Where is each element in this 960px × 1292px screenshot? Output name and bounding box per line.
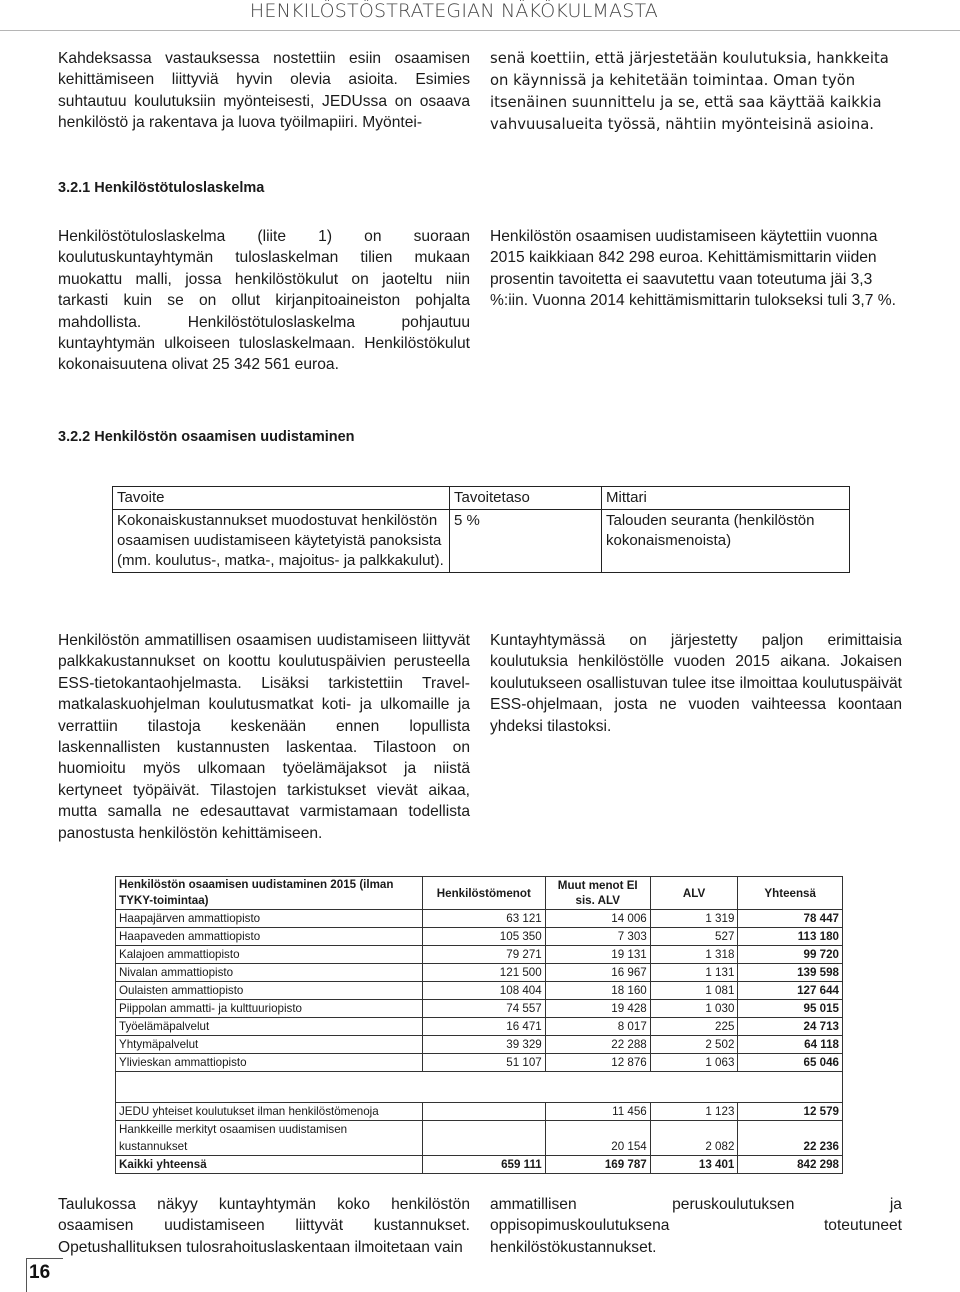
cost-cell-name: Kalajoen ammattiopisto bbox=[116, 946, 423, 964]
cost-cell-vat: 527 bbox=[650, 928, 738, 946]
cost-cell-name: Haapajärven ammattiopisto bbox=[116, 910, 423, 928]
cost-cell-staff bbox=[422, 1121, 545, 1156]
cost-table-row-total bbox=[116, 1156, 843, 1174]
cost-cell-total: 64 118 bbox=[738, 1036, 843, 1054]
cost-cell-name: Haapaveden ammattiopisto bbox=[116, 928, 423, 946]
closing-right-paragraph: ammatillisen peruskoulutuksen ja oppisopimuskoulutuksena toteutuneet henkilöstökustannukset. bbox=[490, 1196, 902, 1256]
goal-table bbox=[112, 486, 850, 573]
section-321-right-paragraph: Henkilöstön osaamisen uudistamiseen käytettiin vuonna 2015 kaikkiaan 842 298 euroa. Kehittämismittarin viiden prosentin tavoitetta ei saavutettu vaan toteutuma jäi 3,3 %:iin. Vuonna 2014 kehittämismittarin tulokseksi tuli 3,7 %. bbox=[490, 228, 896, 310]
cost-cell-staff: 74 557 bbox=[422, 1000, 545, 1018]
cost-cell-name: Kaikki yhteensä bbox=[116, 1156, 423, 1174]
cost-cell-staff: 16 471 bbox=[422, 1018, 545, 1036]
table-row bbox=[116, 964, 843, 982]
cost-cell-vat: 1 131 bbox=[650, 964, 738, 982]
cost-cell-vat: 1 063 bbox=[650, 1054, 738, 1072]
cost-table-header-row bbox=[116, 877, 843, 910]
cost-cell-vat: 2 082 bbox=[650, 1121, 738, 1156]
table-row bbox=[116, 1054, 843, 1072]
cost-cell-staff bbox=[422, 1103, 545, 1121]
cost-cell-other: 22 288 bbox=[545, 1036, 650, 1054]
table-row bbox=[116, 1000, 843, 1018]
cost-cell-name: Ylivieskan ammattiopisto bbox=[116, 1054, 423, 1072]
cost-cell-vat: 1 030 bbox=[650, 1000, 738, 1018]
table-row bbox=[116, 982, 843, 1000]
closing-left-paragraph: Taulukossa näkyy kuntayhtymän koko henkilöstön osaamisen uudistamiseen liittyvät kustannukset. Opetushallituksen tulosrahoituslaskentaan ilmoitetaan vain bbox=[58, 1196, 470, 1256]
cost-cell-name: Yhtymäpalvelut bbox=[116, 1036, 423, 1054]
cost-header-title: Henkilöstön osaamisen uudistaminen 2015 (ilman TYKY-toimintaa) bbox=[116, 877, 423, 910]
cost-cell-name-line2: kustannukset bbox=[119, 1140, 188, 1153]
cost-cell-vat: 1 319 bbox=[650, 910, 738, 928]
cost-cell-other: 12 876 bbox=[545, 1054, 650, 1072]
cost-table-row-jedu bbox=[116, 1103, 843, 1121]
table-row bbox=[116, 1036, 843, 1054]
goal-header-tavoite: Tavoite bbox=[113, 487, 450, 510]
cost-header-staff: Henkilöstömenot bbox=[422, 877, 545, 910]
goal-cell-level: 5 % bbox=[450, 510, 602, 573]
cost-cell-other: 16 967 bbox=[545, 964, 650, 982]
cost-cell-total: 12 579 bbox=[738, 1103, 843, 1121]
cost-cell-total: 22 236 bbox=[738, 1121, 843, 1156]
intro-left-paragraph: Kahdeksassa vastauksessa nostettiin esiin osaamisen kehittämiseen liittyviä hyvin olevia asioita. Esimies suhtautuu koulutuksiin myönteisesti, JEDUssa on osaava henkilöstö ja rakentava ja luova työilmapiiri. Myöntei- bbox=[58, 50, 470, 132]
cost-cell-total: 127 644 bbox=[738, 982, 843, 1000]
section-321-heading: 3.2.1 Henkilöstötuloslaskelma bbox=[58, 180, 265, 196]
goal-cell-metric: Talouden seuranta (henkilöstön kokonaismenoista) bbox=[602, 510, 850, 573]
cost-cell-other: 11 456 bbox=[545, 1103, 650, 1121]
cost-cell-vat: 2 502 bbox=[650, 1036, 738, 1054]
cost-cell-other: 7 303 bbox=[545, 928, 650, 946]
cost-cell-name: Piippolan ammatti- ja kulttuuriopisto bbox=[116, 1000, 423, 1018]
cost-cell-total: 842 298 bbox=[738, 1156, 843, 1174]
table-row bbox=[116, 946, 843, 964]
section-322-right-paragraph: Kuntayhtymässä on järjestetty paljon erimittaisia koulutuksia henkilöstölle vuoden 2015 aikana. Jokaisen koulutukseen osallistuvan tulee itse ilmoittaa koulutuspäivät ESS-ohjelmaan, josta ne vuoden vaihteessa koontaan yhdeksi tilastoksi. bbox=[490, 632, 902, 735]
cost-cell-other: 14 006 bbox=[545, 910, 650, 928]
cost-cell-vat: 1 123 bbox=[650, 1103, 738, 1121]
cost-cell-staff: 108 404 bbox=[422, 982, 545, 1000]
cost-cell-staff: 79 271 bbox=[422, 946, 545, 964]
cost-cell-other: 169 787 bbox=[545, 1156, 650, 1174]
cost-header-other: Muut menot EI sis. ALV bbox=[545, 877, 650, 910]
cost-cell-vat: 13 401 bbox=[650, 1156, 738, 1174]
cost-table bbox=[115, 876, 843, 1174]
table-row bbox=[116, 1018, 843, 1036]
cost-header-vat: ALV bbox=[650, 877, 738, 910]
cost-cell-staff: 63 121 bbox=[422, 910, 545, 928]
cost-cell-total: 24 713 bbox=[738, 1018, 843, 1036]
cost-cell-staff: 659 111 bbox=[422, 1156, 545, 1174]
cost-table-spacer-row bbox=[116, 1072, 843, 1103]
cost-cell-vat: 1 318 bbox=[650, 946, 738, 964]
cost-cell-name: Nivalan ammattiopisto bbox=[116, 964, 423, 982]
cost-cell-total: 65 046 bbox=[738, 1054, 843, 1072]
cost-cell-staff: 51 107 bbox=[422, 1054, 545, 1072]
goal-header-tavoitetaso: Tavoitetaso bbox=[450, 487, 602, 510]
goal-table-header-row bbox=[113, 487, 850, 510]
section-322-heading: 3.2.2 Henkilöstön osaamisen uudistaminen bbox=[58, 429, 355, 445]
cost-cell-name bbox=[116, 1121, 423, 1156]
cost-cell-other: 19 428 bbox=[545, 1000, 650, 1018]
section-321-left-paragraph: Henkilöstötuloslaskelma (liite 1) on suoraan koulutuskuntayhtymän tuloslaskelman tilien mukaan muokattu malli, jossa henkilöstökulut on jaoteltu niin tarkasti kuin se on ollut kirjanpitoaineiston pohjalta mahdollista. Henkilöstötuloslaskelma pohjautuu kuntayhtymän ulkoiseen tuloslaskelmaan. Henkilöstökulut kokonaisuutena olivat 25 342 561 euroa. bbox=[58, 228, 470, 374]
goal-table-row bbox=[113, 510, 850, 573]
cost-cell-other: 18 160 bbox=[545, 982, 650, 1000]
cost-header-total: Yhteensä bbox=[738, 877, 843, 910]
running-head: HENKILÖSTÖSTRATEGIAN NÄKÖKULMASTA bbox=[249, 0, 658, 22]
cost-cell-other: 8 017 bbox=[545, 1018, 650, 1036]
header-rule bbox=[0, 30, 960, 31]
cost-cell-total: 78 447 bbox=[738, 910, 843, 928]
goal-cell-goal: Kokonaiskustannukset muodostuvat henkilöstön osaamisen uudistamiseen käytetyistä panoksista (mm. koulutus-, matka-, majoitus- ja palkkakulut). bbox=[113, 510, 450, 573]
cost-cell-total: 95 015 bbox=[738, 1000, 843, 1018]
cost-cell-name-line1: Hankkeille merkityt osaamisen uudistamisen bbox=[119, 1123, 348, 1136]
cost-cell-vat: 225 bbox=[650, 1018, 738, 1036]
cost-cell-name: JEDU yhteiset koulutukset ilman henkilöstömenoja bbox=[116, 1103, 423, 1121]
page-number: 16 bbox=[29, 1262, 51, 1283]
table-row bbox=[116, 928, 843, 946]
cost-cell-other: 19 131 bbox=[545, 946, 650, 964]
cost-cell-staff: 121 500 bbox=[422, 964, 545, 982]
cost-cell-staff: 105 350 bbox=[422, 928, 545, 946]
cost-cell-vat: 1 081 bbox=[650, 982, 738, 1000]
cost-cell-total: 113 180 bbox=[738, 928, 843, 946]
table-row bbox=[116, 910, 843, 928]
cost-cell-name: Työelämäpalvelut bbox=[116, 1018, 423, 1036]
cost-cell-staff: 39 329 bbox=[422, 1036, 545, 1054]
cost-table-row-projects bbox=[116, 1121, 843, 1156]
cost-cell-total: 99 720 bbox=[738, 946, 843, 964]
cost-cell-total: 139 598 bbox=[738, 964, 843, 982]
section-322-left-paragraph: Henkilöstön ammatillisen osaamisen uudistamiseen liittyvät palkkakustannukset on koottu koulutuspäivien perusteella ESS-tietokantaohjelmasta. Lisäksi tarkistettiin Travel- matkalaskuohjelman koulutusmatkat koti- ja ulkomaille ja verrattiin tilastoja keskenään ennen lopullista laskennallisten kustannusten laskentaa. Tilastoon on huomioitu myös ulkomaan työelämäjaksot ja niistä kertyneet työpäivät. Tilastojen tarkistukset vievät aikaa, mutta samalla ne edesauttavat varmistamaan todellista panostusta henkilöstön kehittämiseen. bbox=[58, 632, 470, 842]
intro-right-paragraph: senä koettiin, että järjestetään koulutuksia, hankkeita on käynnissä ja kehitetään toimintaa. Oman työn itsenäinen suunnittelu ja se, että saa käyttää kaikkia vahvuusalueita työssä, nähtiin myönteisinä asioina. bbox=[490, 50, 889, 133]
cost-cell-name: Oulaisten ammattiopisto bbox=[116, 982, 423, 1000]
goal-header-mittari: Mittari bbox=[602, 487, 850, 510]
cost-cell-other: 20 154 bbox=[545, 1121, 650, 1156]
